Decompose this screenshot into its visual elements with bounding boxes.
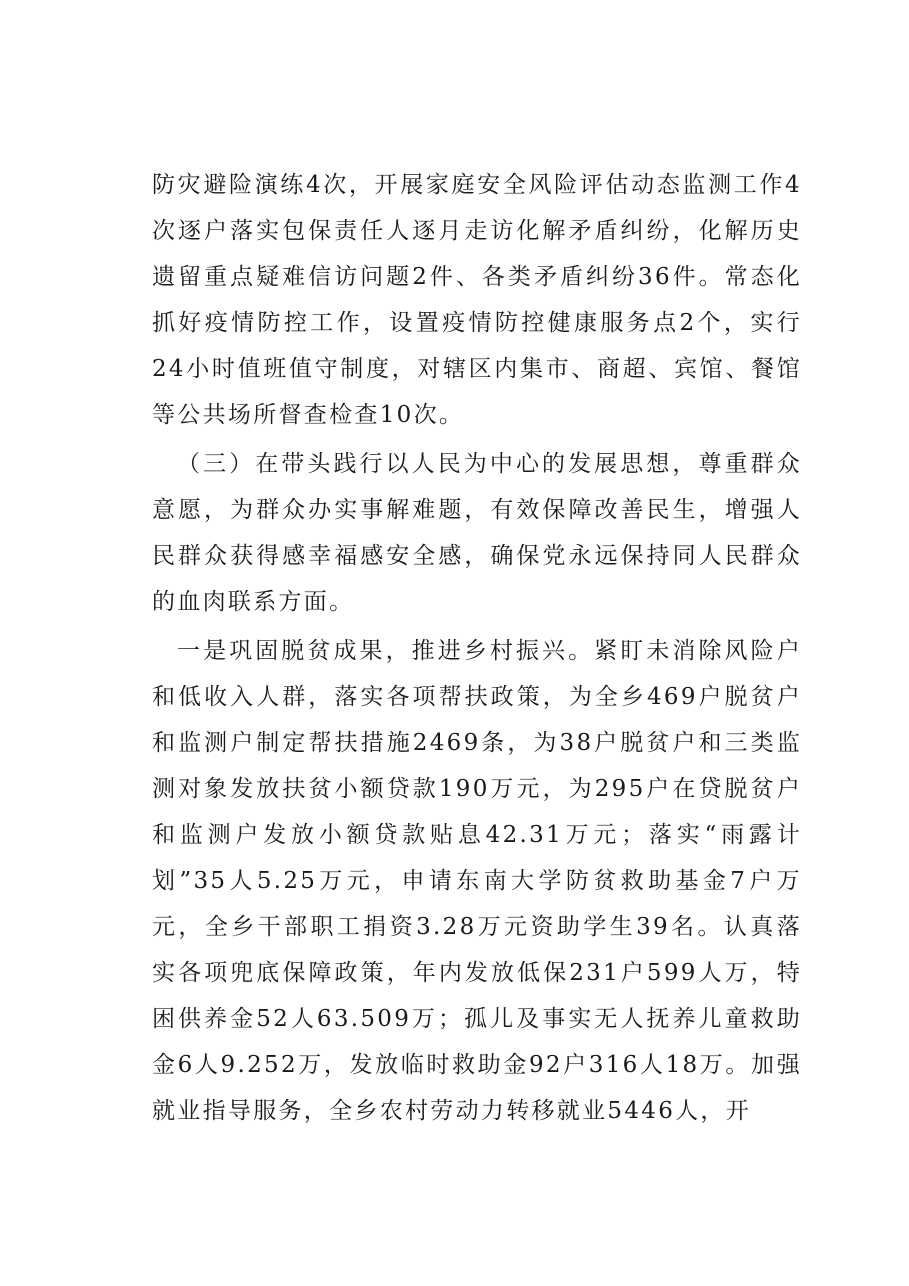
paragraph-poverty-alleviation: 一是巩固脱贫成果，推进乡村振兴。紧盯未消除风险户和低收入人群，落实各项帮扶政策，为全乡469户脱贫户和监测户制定帮扶措施2469条，为38户脱贫户和三类监测对象发放扶贫小额贷款190万元，为295户在贷脱贫户和监测户发放小额贷款贴息42.31万元；落实“雨露计划”35人5.25万元，申请东南大学防贫救助基金7户万元，全乡干部职工捐资3.28万元资助学生39名。认真落实各项兜底保障政策，年内发放低保231户599人万，特困供养金52人63.509万；孤儿及事实无人抚养儿童救助金6人9.252万，发放临时救助金92户316人18万。加强就业指导服务，全乡农村劳动力转移就业5446人，开 bbox=[152, 638, 802, 1124]
paragraph-section-heading-three: （三）在带头践行以人民为中心的发展思想，尊重群众意愿，为群众办实事解难题，有效保障改善民生，增强人民群众获得感幸福感安全感，确保党永远保持同人民群众的血肉联系方面。 bbox=[152, 451, 802, 615]
paragraph-disaster-prevention: 防灾避险演练4次，开展家庭安全风险评估动态监测工作4次逐户落实包保责任人逐月走访化解矛盾纠纷，化解历史遗留重点疑难信访问题2件、各类矛盾纠纷36件。常态化抓好疫情防控工作，设置疫情防控健康服务点2个，实行24小时值班值守制度，对辖区内集市、商超、宾馆、餐馆等公共场所督查检查10次。 bbox=[152, 172, 802, 428]
document-body bbox=[152, 162, 802, 1137]
